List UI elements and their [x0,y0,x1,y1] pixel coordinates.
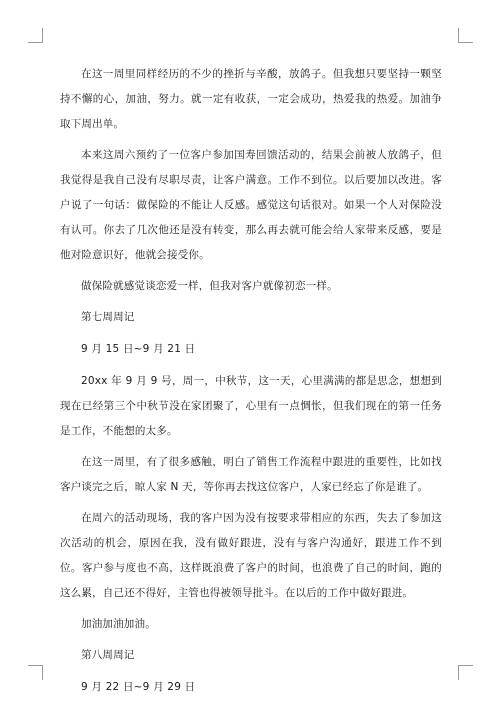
date-range: 9 月 22 日~9 月 29 日 [81,681,196,693]
document-body [60,62,442,707]
crop-mark-bottom-right [458,665,473,680]
paragraph: 在周六的活动现场，我的客户因为没有按要求带相应的东西，失去了参加这次活动的机会，原因在我，没有做好跟进，没有与客户沟通好，跟进工作不到位。客户参与度也不高，这样既浪费了客户的时间，也浪费了自己的时间，跑的这么累，自己还不得好，主管也得被领导批斗。在以后的工作中做好跟进。 [60,512,442,599]
crop-mark-top-left [28,28,43,43]
paragraph: 本来这周六预约了一位客户参加国寿回馈活动的，结果会前被人放鸽子，但我觉得是我自己没有尽职尽责，让客户满意。工作不到位。以后要加以改进。客户说了一句话：做保险的不能让人反感。感觉这句话很对。如果一个人对保险没有认可。你去了几次他还是没有转变，那么再去就可能会给人家带来反感，要是他对险意识好，他就会接受你。 [60,149,442,261]
date-range: 9 月 15 日~9 月 21 日 [81,343,196,355]
section-heading: 第七周周记 [81,311,135,323]
crop-mark-bottom-left [28,665,43,680]
crop-mark-top-right [458,28,473,43]
paragraph: 做保险就感觉谈恋爱一样，但我对客户就像初恋一样。 [81,280,338,292]
section-heading: 第八周周记 [81,649,135,661]
paragraph: 20xx 年 9 月 9 号，周一，中秋节，这一天，心里满满的都是思念，想想到现在已经第三个中秋节没在家团聚了，心里有一点惆怅，但我们现在的第一任务是工作，不能想的太多。 [60,375,442,437]
paragraph: 在这一周里同样经历的不少的挫折与辛酸，放鸽子。但我想只要坚持一颗坚持不懈的心，加油，努力。就一定有收获，一定会成功，热爱我的热爱。加油争取下周出单。 [60,68,442,130]
paragraph: 在这一周里，有了很多感触，明白了销售工作流程中跟进的重要性，比如找客户谈完之后，晾人家 N 天，等你再去找这位客户，人家已经忘了你是谁了。 [60,456,442,493]
paragraph: 加油加油加油。 [81,618,156,630]
